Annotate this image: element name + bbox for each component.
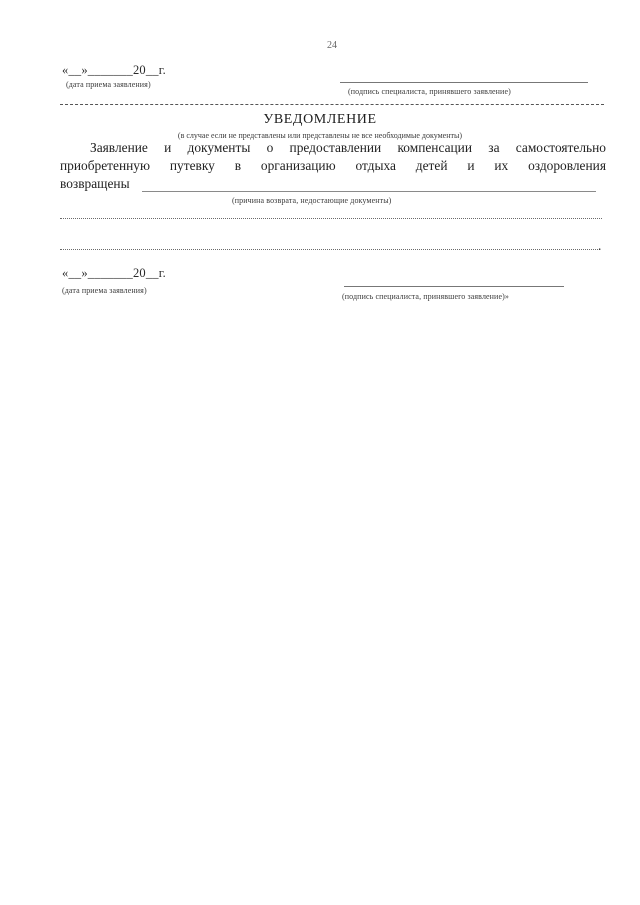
notice-text-line-2: приобретенную путевку в организацию отдыха детей и их оздоровления	[60, 158, 606, 173]
top-date-caption: (дата приема заявления)	[66, 80, 151, 89]
bottom-date-caption: (дата приема заявления)	[62, 286, 147, 295]
return-reason-fill-line	[142, 191, 596, 192]
bottom-signature-line	[344, 286, 564, 287]
bottom-date-field: «__»_______20__г.	[62, 266, 166, 280]
reason-end-mark: .	[598, 238, 602, 253]
return-reason-caption: (причина возврата, недостающие документы)	[232, 196, 392, 205]
cut-line-separator	[60, 104, 604, 105]
notice-title: УВЕДОМЛЕНИЕ	[263, 112, 377, 127]
top-signature-line	[340, 82, 588, 83]
bottom-signature-caption: (подпись специалиста, принявшего заявление)»	[342, 292, 509, 301]
page-number: 24	[327, 40, 337, 51]
reason-continuation-line-1	[60, 218, 602, 219]
reason-continuation-line-2	[60, 249, 598, 250]
top-signature-caption: (подпись специалиста, принявшего заявление)	[348, 87, 511, 96]
notice-text-line-1: Заявление и документы о предоставлении компенсации за самостоятельно	[90, 140, 606, 155]
top-date-field: «__»_______20__г.	[62, 63, 166, 77]
notice-text-line-3: возвращены	[60, 176, 130, 191]
notice-subtitle: (в случае если не представлены или представлены не все необходимые документы)	[177, 131, 463, 140]
